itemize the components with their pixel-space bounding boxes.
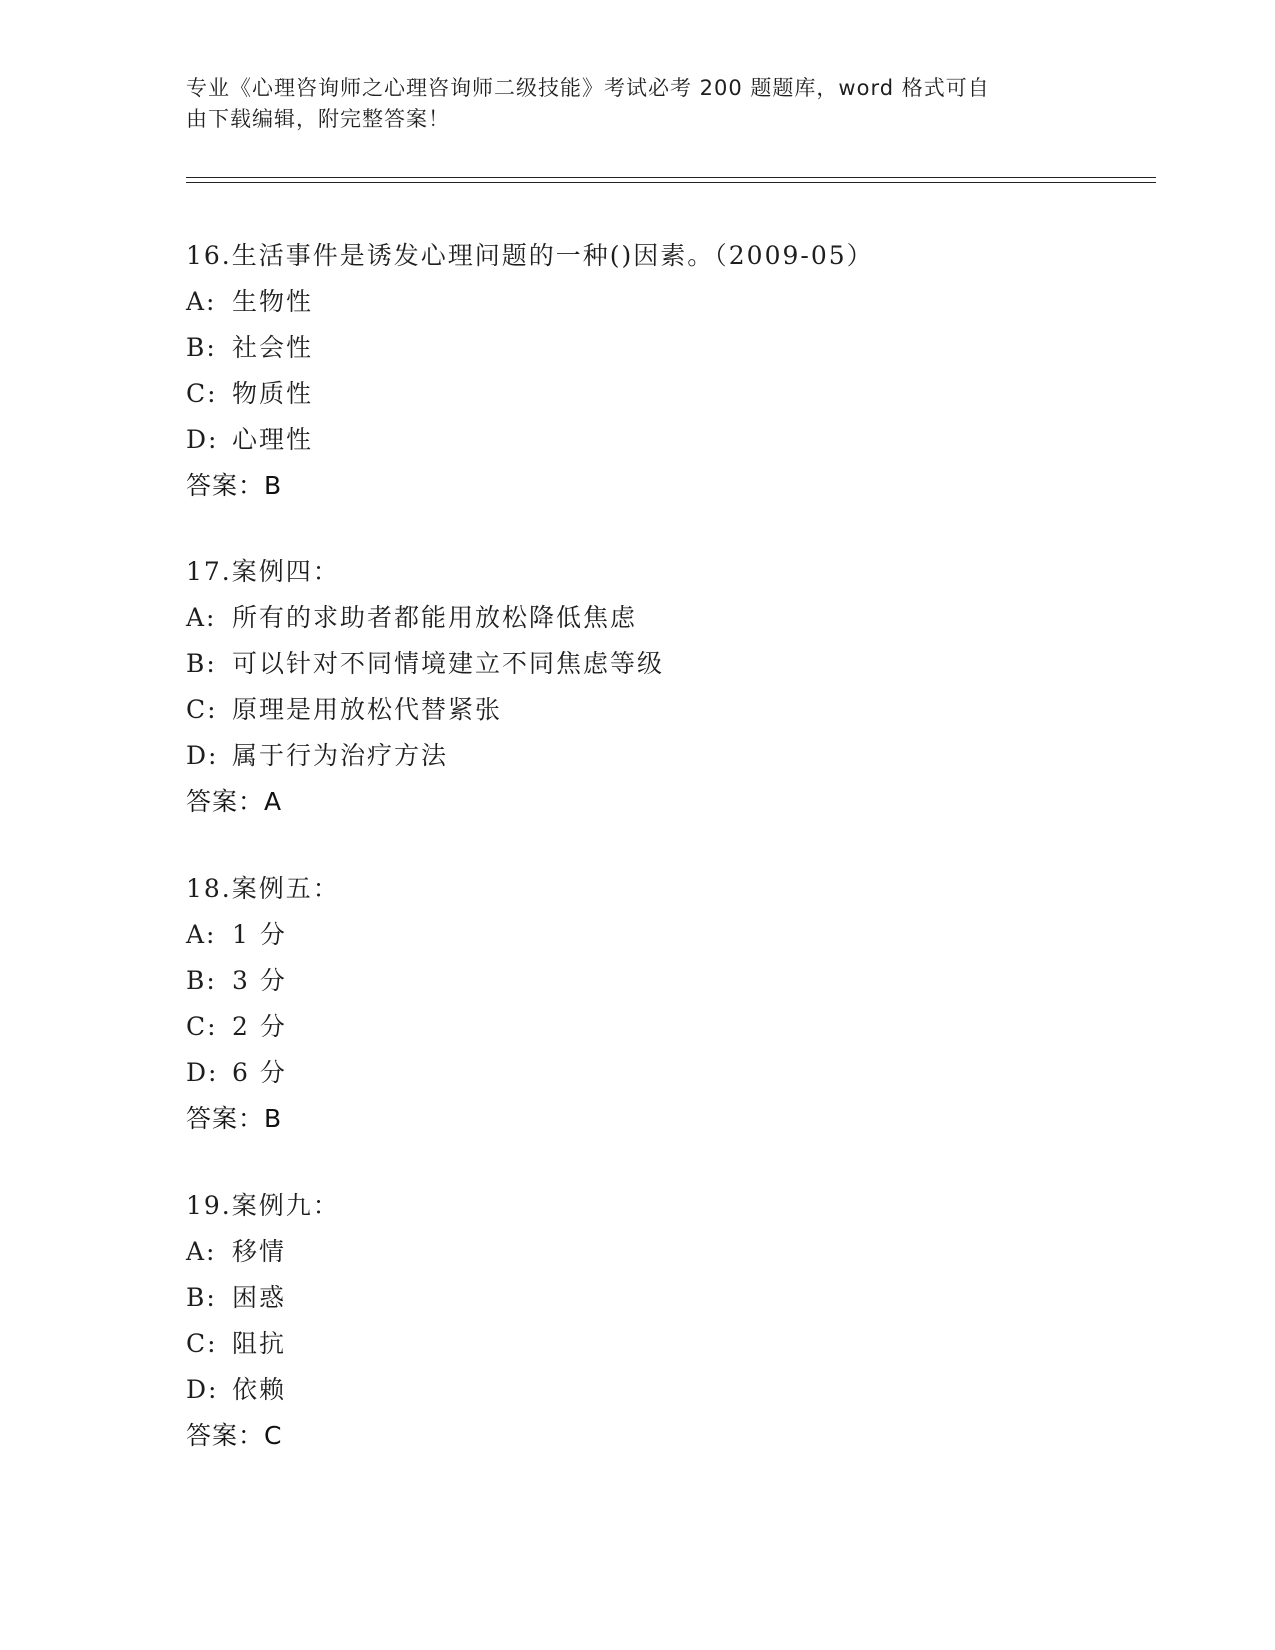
answer-line: 答案：A (186, 787, 283, 816)
answer-line: 答案：B (186, 1104, 283, 1133)
option-text: 属于行为治疗方法 (232, 741, 449, 770)
option-letter: A: (186, 920, 217, 949)
option-b (186, 325, 1146, 371)
option-text: 1 分 (232, 920, 287, 949)
option-d (186, 1367, 1146, 1413)
option-text: 3 分 (232, 966, 287, 995)
option-c (186, 687, 1146, 733)
document-intro (186, 73, 1066, 135)
question-title: 17.案例四： (186, 557, 340, 586)
option-letter: A: (186, 603, 217, 632)
answer-line: 答案：C (186, 1421, 283, 1450)
option-letter: C: (186, 695, 218, 724)
intro-line-2: 由下载编辑，附完整答案！ (186, 107, 450, 131)
option-d (186, 1050, 1146, 1096)
option-c (186, 1321, 1146, 1367)
option-letter: C: (186, 1012, 218, 1041)
question-17 (186, 549, 1146, 825)
question-title: 19.案例九： (186, 1191, 340, 1220)
option-letter: D: (186, 425, 219, 454)
option-a (186, 912, 1146, 958)
intro-line-1: 专业《心理咨询师之心理咨询师二级技能》考试必考 200 题题库，word 格式可自 (186, 76, 990, 100)
question-18 (186, 866, 1146, 1142)
option-letter: B: (186, 1283, 217, 1312)
option-text: 生物性 (232, 287, 314, 316)
option-b (186, 641, 1146, 687)
question-19 (186, 1183, 1146, 1459)
option-letter: D: (186, 1058, 219, 1087)
option-text: 2 分 (232, 1012, 287, 1041)
option-a (186, 1229, 1146, 1275)
option-b (186, 958, 1146, 1004)
option-c (186, 371, 1146, 417)
option-text: 6 分 (232, 1058, 287, 1087)
option-b (186, 1275, 1146, 1321)
option-c (186, 1004, 1146, 1050)
option-text: 所有的求助者都能用放松降低焦虑 (232, 603, 638, 632)
question-16 (186, 233, 1146, 509)
option-text: 原理是用放松代替紧张 (232, 695, 503, 724)
option-letter: C: (186, 1329, 218, 1358)
divider-line-upper (186, 177, 1156, 178)
option-text: 困惑 (232, 1283, 287, 1312)
option-text: 心理性 (232, 425, 314, 454)
option-letter: D: (186, 1375, 219, 1404)
option-letter: D: (186, 741, 219, 770)
divider-line-lower (186, 182, 1156, 183)
option-letter: A: (186, 1237, 217, 1266)
option-text: 物质性 (232, 379, 314, 408)
option-a (186, 595, 1146, 641)
option-d (186, 417, 1146, 463)
option-text: 阻抗 (232, 1329, 287, 1358)
option-text: 可以针对不同情境建立不同焦虑等级 (232, 649, 665, 678)
option-letter: C: (186, 379, 218, 408)
option-text: 移情 (232, 1237, 287, 1266)
option-text: 社会性 (232, 333, 314, 362)
question-title: 18.案例五： (186, 874, 340, 903)
option-letter: A: (186, 287, 217, 316)
question-title: 16.生活事件是诱发心理问题的一种()因素。（2009-05） (186, 241, 874, 270)
option-letter: B: (186, 966, 217, 995)
option-text: 依赖 (232, 1375, 287, 1404)
option-letter: B: (186, 649, 217, 678)
answer-line: 答案：B (186, 471, 283, 500)
option-letter: B: (186, 333, 217, 362)
option-d (186, 733, 1146, 779)
option-a (186, 279, 1146, 325)
